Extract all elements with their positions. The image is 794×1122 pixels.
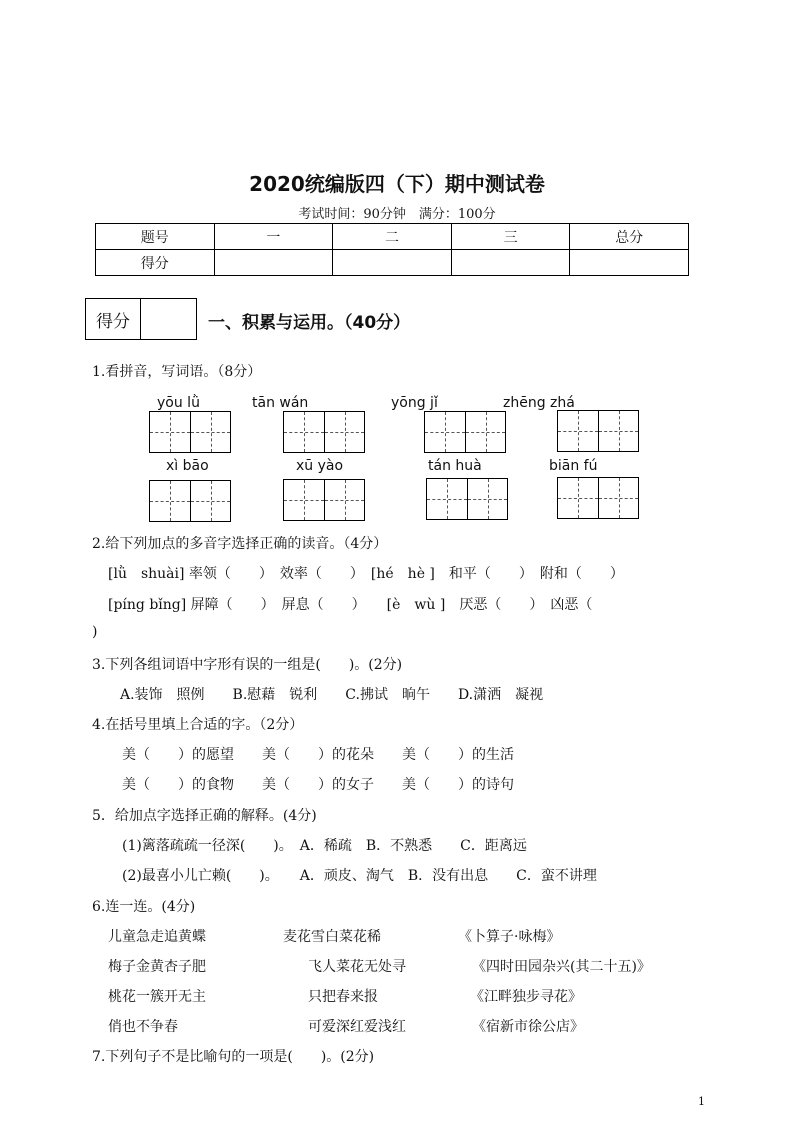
question-5-line: (1)篱落疏疏一径深( )。 A．稀疏 B．不熟悉 C．距离远 [122,838,527,854]
score-table-header: 一 [214,224,333,250]
question-4-line: 美（ ）的愿望 美（ ）的花朵 美（ ）的生活 [122,747,514,763]
score-table-header: 总分 [570,224,689,250]
score-table-header: 三 [451,224,570,250]
character-grid[interactable] [149,411,231,453]
question-6-title: 6.连一连。(4分) [92,899,196,915]
pinyin-label: zhēng zhá [503,395,575,411]
matching-item[interactable]: 只把春来报 [308,989,378,1005]
score-cell[interactable] [214,250,333,276]
page-number: 1 [698,1095,705,1108]
character-grid[interactable] [283,411,365,453]
character-grid[interactable] [149,480,231,522]
section-score-box [85,298,197,340]
character-grid[interactable] [557,477,639,519]
score-table [95,223,689,276]
matching-item[interactable]: 梅子金黄杏子肥 [108,959,206,975]
question-7-title: 7.下列句子不是比喻句的一项是( )。(2分) [92,1049,375,1065]
score-cell[interactable] [570,250,689,276]
question-5-line: (2)最喜小儿亡赖( )。 A．顽皮、淘气 B．没有出息 C．蛮不讲理 [122,868,597,884]
question-2-line: ) [92,624,98,640]
question-4-title: 4.在括号里填上合适的字。（2分） [92,717,304,733]
pinyin-label: biān fú [549,458,598,474]
matching-item[interactable]: 麦花雪白菜花稀 [283,929,381,945]
section-title: 一、积累与运用。（40分） [208,313,411,333]
question-1-title: 1.看拼音，写词语。（8分） [92,364,262,380]
question-2-line: [lǜ shuài] 率领（ ） 效率（ ） [hé hè ] 和平（ ） 附和（ ） [108,566,624,582]
matching-item[interactable]: 飞人菜花无处寻 [308,959,406,975]
pinyin-label: tān wán [252,395,309,411]
question-2-line: [píng bǐng] 屏障（ ） 屏息（ ） [è wù ] 厌恶（ ） 凶恶（ [108,597,593,613]
character-grid[interactable] [283,479,365,521]
section-score-label: 得分 [86,299,141,339]
page-title: 2020统编版四（下）期中测试卷 [249,172,545,196]
matching-item[interactable]: 《江畔独步寻花》 [470,989,582,1005]
score-table-header: 二 [333,224,452,250]
score-table-score-row [96,250,689,276]
question-4-line: 美（ ）的食物 美（ ）的女子 美（ ）的诗句 [122,777,514,793]
pinyin-label: tán huà [428,458,482,474]
pinyin-label: yōu lǜ [157,395,200,411]
pinyin-label: xū yào [296,458,344,474]
matching-item[interactable]: 《卜算子·咏梅》 [458,929,561,945]
question-5-title: 5．给加点字选择正确的解释。(4分) [92,808,317,824]
matching-item[interactable]: 儿童急走追黄蝶 [108,929,206,945]
pinyin-label: xì bāo [166,458,209,474]
question-3-options: A.装饰 照例 B.慰藉 锐利 C.拂试 晌午 D.潇洒 凝视 [120,687,544,703]
matching-item[interactable]: 《四时田园杂兴(其二十五)》 [472,959,651,975]
section-score-blank[interactable] [141,299,196,339]
matching-item[interactable]: 俏也不争春 [108,1019,178,1035]
question-3-title: 3.下列各组词语中字形有误的一组是( )。(2分) [92,657,403,673]
score-cell[interactable] [451,250,570,276]
matching-item[interactable]: 可爱深红爱浅红 [308,1019,406,1035]
score-table-header: 题号 [96,224,215,250]
matching-item[interactable]: 《宿新市徐公店》 [472,1019,584,1035]
matching-item[interactable]: 桃花一簇开无主 [108,989,206,1005]
question-2-title: 2.给下列加点的多音字选择正确的读音。（4分） [92,536,388,552]
exam-info: 考试时间：90分钟 满分：100分 [298,207,496,222]
pinyin-label: yōng jǐ [391,395,438,411]
character-grid[interactable] [426,478,508,520]
score-table-header-row [96,224,689,250]
score-cell[interactable] [333,250,452,276]
character-grid[interactable] [557,410,639,452]
character-grid[interactable] [424,411,506,453]
score-row-label: 得分 [96,250,215,276]
